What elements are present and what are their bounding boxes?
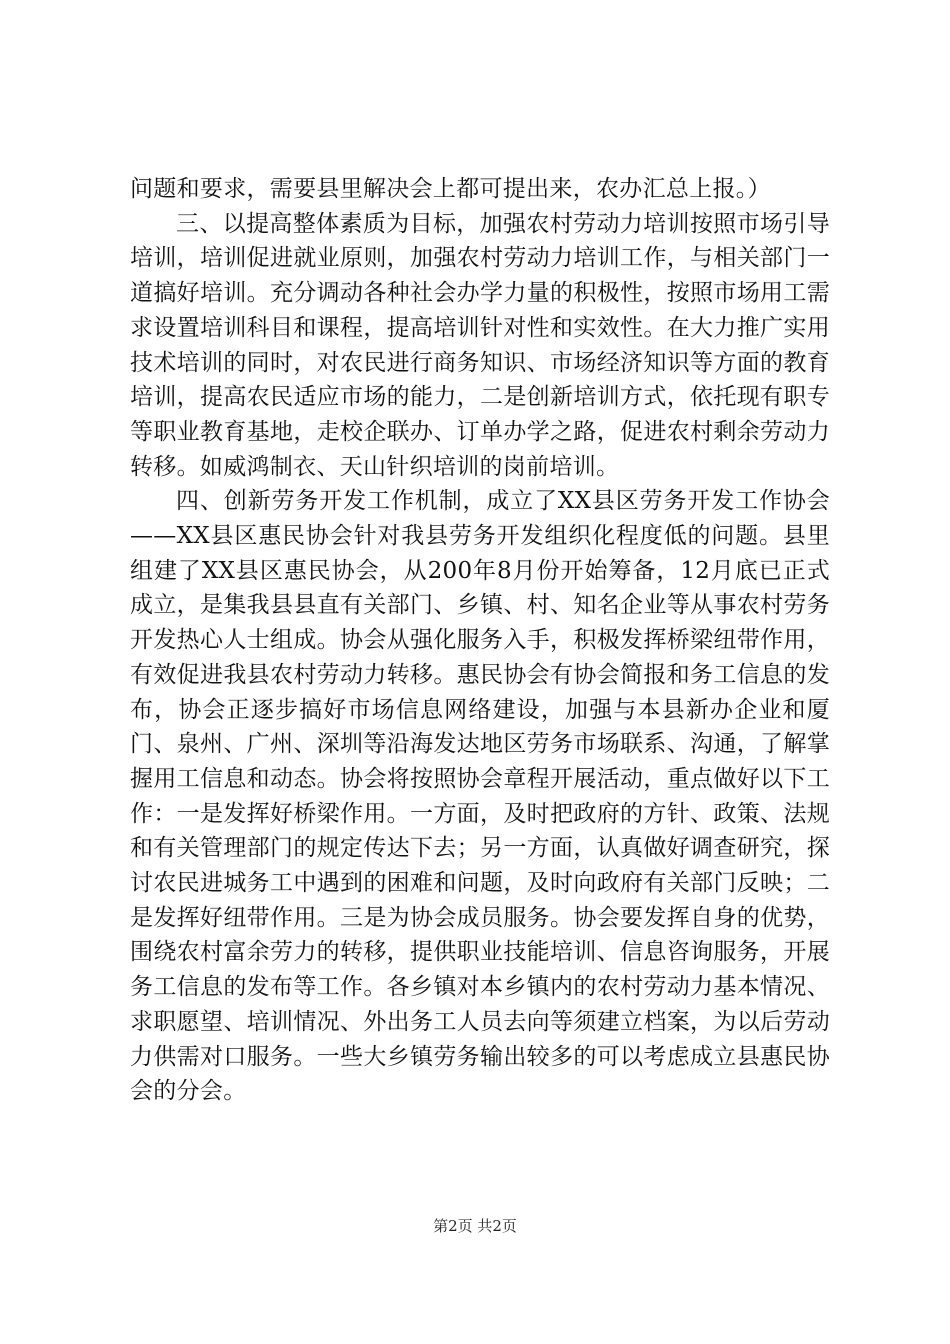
- paragraph-section-three: 三、以提高整体素质为目标，加强农村劳动力培训按照市场引导培训，培训促进就业原则，加强农村劳动力培训工作，与相关部门一道搞好培训。充分调动各种社会办学力量的积极性，按照市场用工需求设置培训科目和课程，提高培训针对性和实效性。在大力推广实用技术培训的同时，对农民进行商务知识、市场经济知识等方面的教育培训，提高农民适应市场的能力，二是创新培训方式，依托现有职专等职业教育基地，走校企联办、订单办学之路，促进农村剩余劳动力转移。如威鸿制衣、天山针织培训的岗前培训。: [130, 210, 830, 480]
- paragraph-section-four: 四、创新劳务开发工作机制，成立了XX县区劳务开发工作协会——XX县区惠民协会针对我县劳务开发组织化程度低的问题。县里组建了XX县区惠民协会，从200年8月份开始筹备，12月底已正式成立，是集我县县直有关部门、乡镇、村、知名企业等从事农村劳务开发热心人士组成。协会从强化服务入手，积极发挥桥梁纽带作用，有效促进我县农村劳动力转移。惠民协会有协会简报和务工信息的发布，协会正逐步搞好市场信息网络建设，加强与本县新办企业和厦门、泉州、广州、深圳等沿海发达地区劳务市场联系、沟通，了解掌握用工信息和动态。协会将按照协会章程开展活动，重点做好以下工作：一是发挥好桥梁作用。一方面，及时把政府的方针、政策、法规和有关管理部门的规定传达下去；另一方面，认真做好调查研究，探讨农民进城务工中遇到的困难和问题，及时向政府有关部门反映；二是发挥好纽带作用。三是为协会成员服务。协会要发挥自身的优势，围绕农村富余劳力的转移，提供职业技能培训、信息咨询服务，开展务工信息的发布等工作。各乡镇对本乡镇内的农村劳动力基本情况、求职愿望、培训情况、外出务工人员去向等须建立档案，为以后劳动力供需对口服务。一些大乡镇劳务输出较多的可以考虑成立县惠民协会的分会。: [130, 488, 830, 1105]
- paragraph-continuation: 问题和要求，需要县里解决会上都可提出来，农办汇总上报。）: [130, 176, 771, 202]
- document-body: [130, 172, 830, 1109]
- page-footer: 第2页 共2页: [433, 1217, 517, 1235]
